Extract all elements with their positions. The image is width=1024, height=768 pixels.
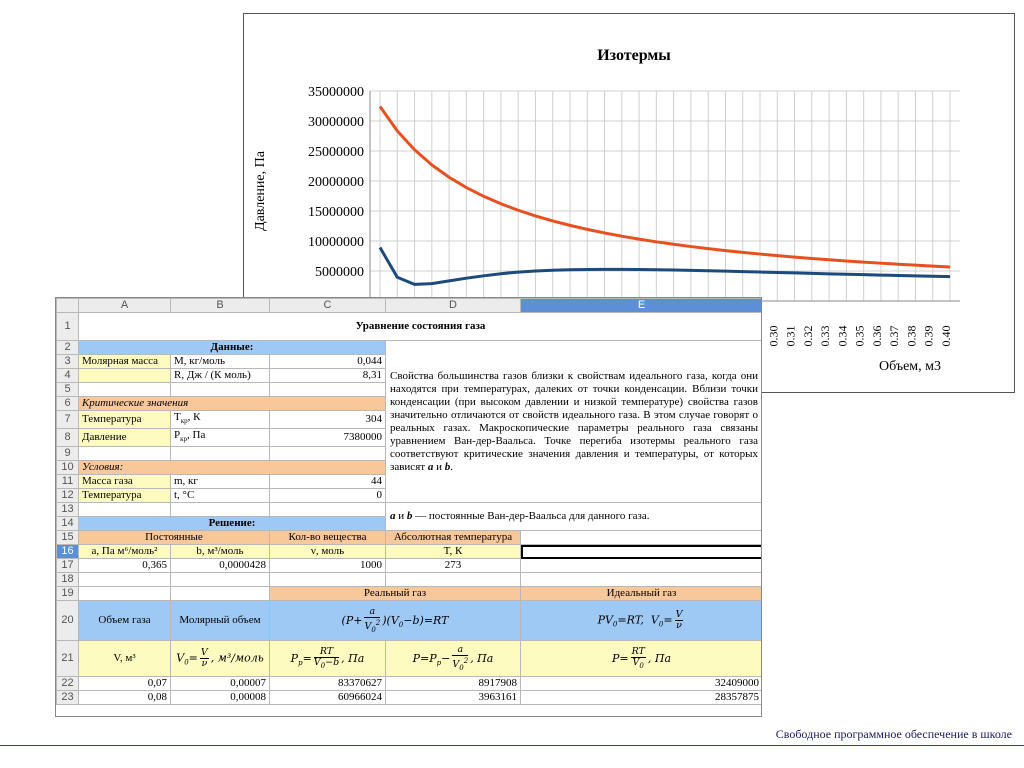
row-header-21[interactable]: 21 xyxy=(57,641,79,677)
cell-c7[interactable]: 304 xyxy=(270,411,386,429)
cell-e23[interactable]: 28357875 xyxy=(521,691,763,705)
row-header-12[interactable]: 12 xyxy=(57,489,79,503)
y-tick-label: 10000000 xyxy=(308,235,364,250)
chart-title: Изотермы xyxy=(597,47,671,64)
ideal-gas-series-line xyxy=(380,107,950,267)
row-header-20[interactable]: 20 xyxy=(57,601,79,641)
cell-c23[interactable]: 60966024 xyxy=(270,691,386,705)
row-header-5[interactable]: 5 xyxy=(57,383,79,397)
cell-e18[interactable] xyxy=(521,573,763,587)
x-axis-label: Объем, м3 xyxy=(878,359,942,374)
row-header-18[interactable]: 18 xyxy=(57,573,79,587)
row-header-1[interactable]: 1 xyxy=(57,313,79,341)
cell-b23[interactable]: 0,00008 xyxy=(171,691,270,705)
v-unit-cell[interactable]: V, м³ xyxy=(79,641,171,677)
cell-a4[interactable] xyxy=(79,369,171,383)
cell-a19[interactable] xyxy=(79,587,171,601)
p-ideal-formula[interactable]: P= $\frac{RT}{V_0}$ , Па xyxy=(521,641,763,677)
van-der-waals-formula[interactable]: (P+ $\frac{a}{V_0^2}$ )$(V_0-b)=RT$ xyxy=(270,601,521,641)
cell-a12[interactable]: Температура xyxy=(79,489,171,503)
real-gas-header[interactable]: Реальный газ xyxy=(270,587,521,601)
footer-divider xyxy=(0,745,1024,746)
row-header-2[interactable]: 2 xyxy=(57,341,79,355)
x-tick-label: 0.30 xyxy=(766,325,781,347)
volume-header[interactable]: Объем газа xyxy=(79,601,171,641)
sheet-title[interactable]: Уравнение состояния газа xyxy=(79,313,763,341)
cell-a8[interactable]: Давление xyxy=(79,429,171,447)
y-tick-label: 25000000 xyxy=(308,145,364,160)
cell-b22[interactable]: 0,00007 xyxy=(171,677,270,691)
y-axis-label: Давление, Па xyxy=(253,151,268,231)
col-header-e[interactable]: E xyxy=(521,299,763,313)
y-tick-label: 30000000 xyxy=(308,115,364,130)
col-header-c[interactable]: C xyxy=(270,299,386,313)
row-header-8[interactable]: 8 xyxy=(57,429,79,447)
y-tick-label: 35000000 xyxy=(308,85,364,100)
cell-c9[interactable] xyxy=(270,447,386,461)
row-header-7[interactable]: 7 xyxy=(57,411,79,429)
row-header-6[interactable]: 6 xyxy=(57,397,79,411)
cell-a5[interactable] xyxy=(79,383,171,397)
x-tick-label: 0.36 xyxy=(869,325,884,347)
cell-e22[interactable]: 32409000 xyxy=(521,677,763,691)
cell-b9[interactable] xyxy=(171,447,270,461)
description-1-text: Свойства большинства газов близки к свойствам идеального газа, когда они находятся при температурах, далеких от точки конденсации. Вблизи точки конденсации (при высоком давлении и низкой температуре) свойства газов значительно отличаются от свойств идеального газа. В этом случае говорят о реальных газах. Макроскопические параметры реального газа связаны уравнением Ван-дер-Ваальса. Точке перегиба изотермы реального газа соответствуют критические значения давления и температуры, от которых зависят xyxy=(390,369,758,473)
x-tick-label: 0.32 xyxy=(800,325,815,347)
cell-e16-selected[interactable] xyxy=(521,545,763,559)
row-header-19[interactable]: 19 xyxy=(57,587,79,601)
cell-a11[interactable]: Масса газа xyxy=(79,475,171,489)
x-tick-label: 0.34 xyxy=(835,325,850,347)
row-header-16[interactable]: 16 xyxy=(57,545,79,559)
cell-c13[interactable] xyxy=(270,503,386,517)
cell-c3[interactable]: 0,044 xyxy=(270,355,386,369)
pp-formula[interactable]: $P_p=$ $\frac{RT}{V_0-b}$ , Па xyxy=(270,641,386,677)
cell-d22[interactable]: 8917908 xyxy=(386,677,521,691)
abs-temp-header[interactable]: Абсолютная температура xyxy=(386,531,521,545)
row-header-14[interactable]: 14 xyxy=(57,517,79,531)
cell-c8[interactable]: 7380000 xyxy=(270,429,386,447)
cell-b5[interactable] xyxy=(171,383,270,397)
cell-a23[interactable]: 0,08 xyxy=(79,691,171,705)
ideal-gas-header[interactable]: Идеальный газ xyxy=(521,587,763,601)
cell-b17[interactable]: 0,0000428 xyxy=(171,559,270,573)
cell-b3[interactable]: М, кг/моль xyxy=(171,355,270,369)
y-tick-label: 15000000 xyxy=(308,205,364,220)
p-real-formula[interactable]: $P=P_p-$ $\frac{a}{V_0^2}$ , Па xyxy=(386,641,521,677)
data-header[interactable]: Данные: xyxy=(79,341,386,355)
row-header-15[interactable]: 15 xyxy=(57,531,79,545)
cell-a18[interactable] xyxy=(79,573,171,587)
row-header-13[interactable]: 13 xyxy=(57,503,79,517)
corner-cell[interactable] xyxy=(57,299,79,313)
col-header-d[interactable]: D xyxy=(386,299,521,313)
cell-b4[interactable]: R, Дж / (К моль) xyxy=(171,369,270,383)
cell-a22[interactable]: 0,07 xyxy=(79,677,171,691)
x-tick-label: 0.33 xyxy=(818,325,833,347)
spreadsheet[interactable] xyxy=(55,297,762,717)
cell-b8[interactable]: $P_{кр}$, Па xyxy=(171,429,270,447)
cell-d23[interactable]: 3963161 xyxy=(386,691,521,705)
description-1[interactable]: Свойства большинства газов близки к свойствам идеального газа, когда они находятся при температурах, далеких от точки конденсации. Вблизи точки конденсации (при высоком давлении и низкой температуре) свойства газов значительно отличаются от свойств идеального газа. В этом случае говорят о реальных газах. Макроскопические параметры реального газа связаны уравнением Ван-дер-Ваальса. Точке перегиба изотермы реального газа соответствуют критические значения давления и температуры, от которых зависят a и b. xyxy=(386,341,763,503)
cell-b18[interactable] xyxy=(171,573,270,587)
cell-c11[interactable]: 44 xyxy=(270,475,386,489)
molar-volume-header[interactable]: Молярный объем xyxy=(171,601,270,641)
row-header-3[interactable]: 3 xyxy=(57,355,79,369)
cell-a7[interactable]: Температура xyxy=(79,411,171,429)
solution-header[interactable]: Решение: xyxy=(79,517,386,531)
row-header-17[interactable]: 17 xyxy=(57,559,79,573)
x-tick-label: 0.40 xyxy=(939,325,953,347)
col-header-a[interactable]: A xyxy=(79,299,171,313)
cell-a16[interactable]: a, Па м⁶/моль² xyxy=(79,545,171,559)
cell-c5[interactable] xyxy=(270,383,386,397)
cell-a13[interactable] xyxy=(79,503,171,517)
x-tick-label: 0.37 xyxy=(887,325,902,347)
real-gas-series-line xyxy=(380,247,950,284)
cell-c17[interactable]: 1000 xyxy=(270,559,386,573)
molar-volume-formula[interactable]: $V_0=$ $\frac{V}{\nu}$ , м³/моль xyxy=(171,641,270,677)
x-tick-label: 0.38 xyxy=(904,325,919,347)
cell-e17[interactable] xyxy=(521,559,763,573)
col-header-b[interactable]: B xyxy=(171,299,270,313)
description-3[interactable]: a и b — постоянные Ван-дер-Ваальса для данного газа. xyxy=(386,503,763,531)
cell-b11[interactable]: m, кг xyxy=(171,475,270,489)
cell-d16[interactable]: T, К xyxy=(386,545,521,559)
row-header-11[interactable]: 11 xyxy=(57,475,79,489)
cell-a9[interactable] xyxy=(79,447,171,461)
row-header-22[interactable]: 22 xyxy=(57,677,79,691)
cell-b13[interactable] xyxy=(171,503,270,517)
row-header-23[interactable]: 23 xyxy=(57,691,79,705)
cell-c18[interactable] xyxy=(270,573,386,587)
cell-a17[interactable]: 0,365 xyxy=(79,559,171,573)
critical-header[interactable]: Критические значения xyxy=(79,397,386,411)
y-tick-label: 5000000 xyxy=(315,265,364,280)
row-header-4[interactable]: 4 xyxy=(57,369,79,383)
x-tick-label: 0.35 xyxy=(852,325,867,347)
cell-c16[interactable]: ν, моль xyxy=(270,545,386,559)
cell-d18[interactable] xyxy=(386,573,521,587)
conditions-header[interactable]: Условия: xyxy=(79,461,386,475)
cell-c22[interactable]: 83370627 xyxy=(270,677,386,691)
cell-c12[interactable]: 0 xyxy=(270,489,386,503)
cell-a3[interactable]: Молярная масса xyxy=(79,355,171,369)
amount-header[interactable]: Кол-во вещества xyxy=(270,531,386,545)
ideal-gas-formula[interactable]: $PV_0=RT$, $V_0=$ $\frac{V}{\nu}$ xyxy=(521,601,763,641)
cell-e15[interactable] xyxy=(521,531,763,545)
footer-caption: Свободное программное обеспечение в школе xyxy=(775,727,1012,741)
x-tick-label: 0.39 xyxy=(921,325,936,347)
x-tick-label: 0.31 xyxy=(783,325,798,347)
y-tick-label: 20000000 xyxy=(308,175,364,190)
row-header-10[interactable]: 10 xyxy=(57,461,79,475)
cell-b7[interactable]: $T_{кр}$, К xyxy=(171,411,270,429)
cell-d17[interactable]: 273 xyxy=(386,559,521,573)
constants-header[interactable]: Постоянные xyxy=(79,531,270,545)
cell-b19[interactable] xyxy=(171,587,270,601)
cell-c4[interactable]: 8,31 xyxy=(270,369,386,383)
cell-b16[interactable]: b, м³/моль xyxy=(171,545,270,559)
row-header-9[interactable]: 9 xyxy=(57,447,79,461)
cell-b12[interactable]: t, °С xyxy=(171,489,270,503)
